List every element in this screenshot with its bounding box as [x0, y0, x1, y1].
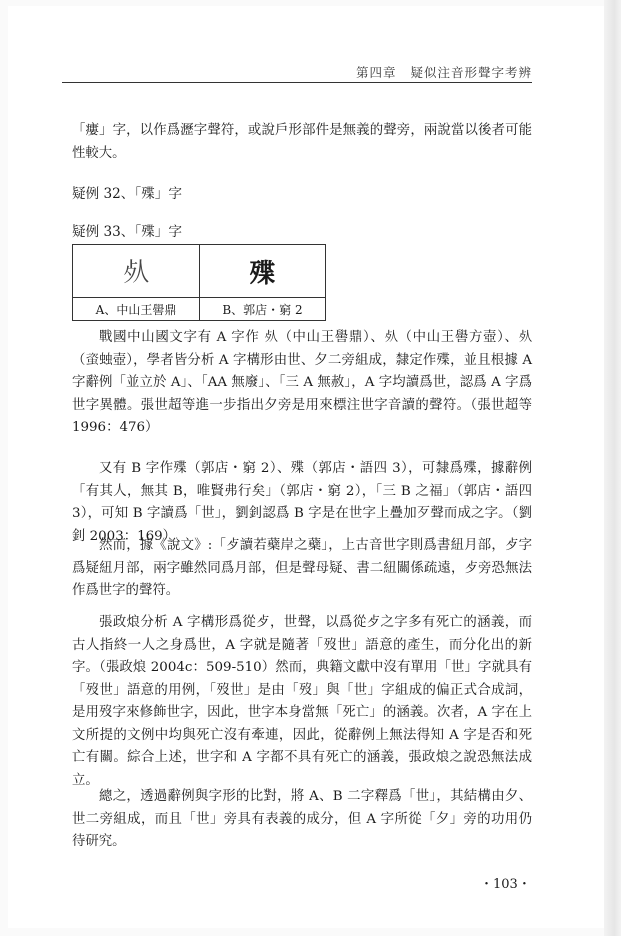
paragraph-3: 然而，據《說文》:「歺讀若蘗岸之蘗」，上古音世字則爲書紐月部，歺字爲疑紐月部，兩字雖然同爲月部，但是聲母疑、書二紐關係疏遠，歺旁恐無法作爲世字的聲符。: [72, 538, 532, 598]
glyph-b-cell: [200, 245, 326, 298]
paragraph-continuation: 「瘻」字，以作爲瀝字聲符，或說戶形部件是無義的聲旁，兩說當以後者可能性較大。: [72, 123, 532, 161]
header-rule: [62, 82, 532, 83]
caption-b: B、郭店・窮 2: [200, 298, 326, 321]
glyph-b: 殜: [249, 258, 276, 289]
glyph-table: [72, 244, 326, 321]
chapter-label: 第四章: [355, 65, 397, 80]
page-number: ・103・: [480, 877, 531, 892]
paragraph-4: 張政烺分析 A 字構形爲從歺，世聲，以爲從歺之字多有死亡的涵義，而古人指終一人之身爲世，A 字就是隨著「歿世」語意的產生，而分化出的新字。（張政烺 2004c：509-510）然而，典籍文獻中沒有單用「世」字就具有「歿世」語意的用例，「歿世」是由「歿」與「世」字組成的偏正式合成詞，是用歿字來修飾世字，因此，世字本身當無「死亡」的涵義。次者，A 字在上文所提的文例中均與死亡沒有牽連，因此，從辭例上無法得知 A 字是否和死亡有關。綜合上述，世字和 A 字都不具有死亡的涵義，張政烺之說恐無法成立。: [72, 615, 532, 788]
heading-example-33: 疑例 33、「殜」字: [72, 224, 182, 240]
heading-example-32: 疑例 32、「殜」字: [72, 186, 182, 202]
page-edge-shadow: [604, 0, 621, 936]
paragraph-2: 又有 B 字作殜（郭店・窮 2）、殜（郭店・語四 3），可隸爲殜，據辭例「有其人，無其 B，唯賢弗行矣」（郭店・窮 2），「三 B 之福」（郭店・語四 3），可知 B 字讀爲「世」，劉釗認爲 B 字是在世字上疊加歹聲而成之字。（劉釗 2003：169）: [72, 461, 532, 544]
glyph-a: 𣦸: [122, 257, 149, 288]
chapter-title: 疑似注音形聲字考辨: [410, 65, 532, 80]
caption-a: A、中山王嚳鼎: [73, 298, 200, 321]
paragraph-1: 戰國中山國文字有 A 字作 𣦸（中山王嚳鼎）、𣦸（中山王嚳方壺）、𣦸（𧊒䖵壺），學者皆分析 A 字構形由世、夕二旁組成，隸定作殜，並且根據 A 字辭例「並立於 A」、「AA 無廢」、「三 A 無赦」，A 字均讀爲世，認爲 A 字爲世字異體。張世超等進一步指出夕旁是用來標注世字音讀的聲符。（張世超等 1996：476）: [72, 330, 532, 435]
paragraph-5: 總之，透過辭例與字形的比對，將 A、B 二字釋爲「世」，其結構由夕、世二旁組成，而且「世」旁具有表義的成分，但 A 字所從「夕」旁的功用仍待研究。: [72, 789, 532, 849]
glyph-a-cell: [73, 245, 200, 298]
running-header: [62, 63, 532, 81]
